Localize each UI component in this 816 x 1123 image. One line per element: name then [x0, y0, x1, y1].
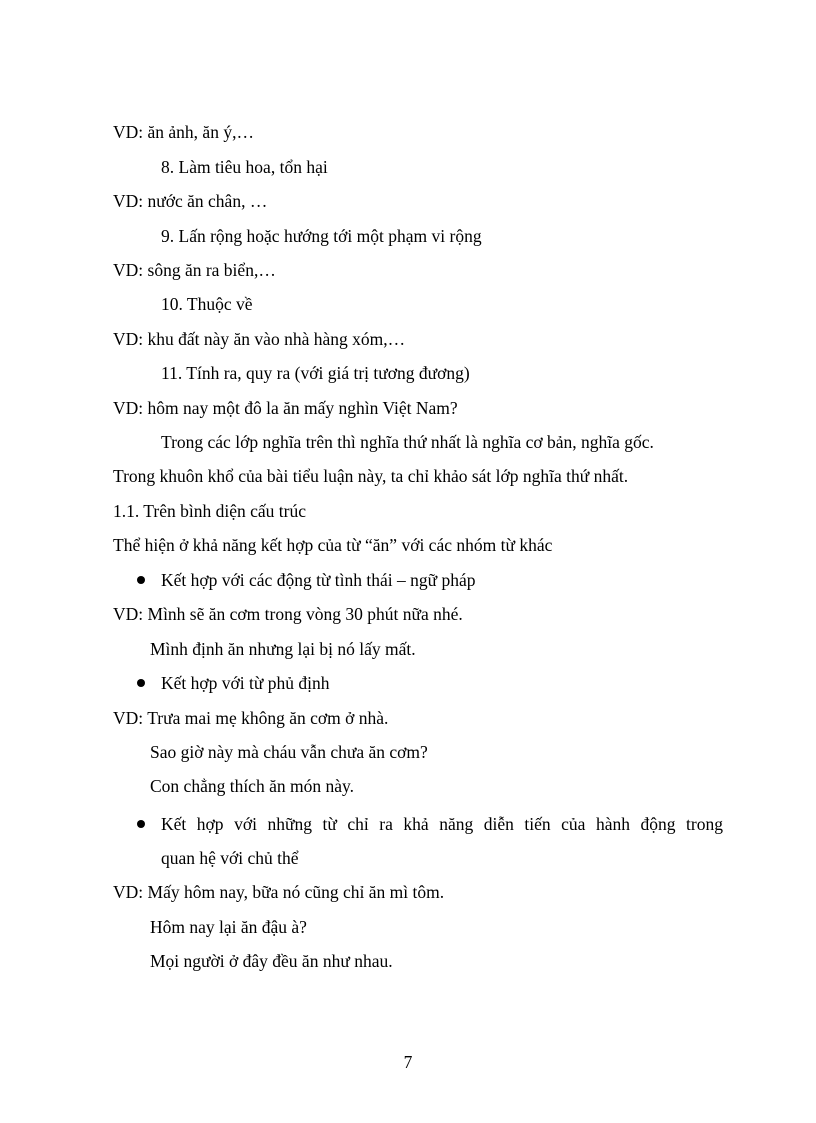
example-line: VD: nước ăn chân, …: [113, 191, 268, 211]
bullet-icon: [137, 576, 145, 584]
example-line: VD: ăn ảnh, ăn ý,…: [113, 122, 254, 142]
meaning-item-10: 10. Thuộc về: [161, 294, 253, 314]
example-line: Mọi người ở đây đều ăn như nhau.: [150, 951, 393, 971]
paragraph-line: Trong các lớp nghĩa trên thì nghĩa thứ nhất là nghĩa cơ bản, nghĩa gốc.: [161, 432, 654, 452]
example-line: Hôm nay lại ăn đậu à?: [150, 917, 307, 937]
page-number: 7: [403, 1052, 413, 1072]
intro-line: Thể hiện ở khả năng kết hợp của từ “ăn” với các nhóm từ khác: [113, 535, 553, 555]
example-line: VD: hôm nay một đô la ăn mấy nghìn Việt Nam?: [113, 398, 458, 418]
bullet-item: Kết hợp với những từ chỉ ra khả năng diễn tiến của hành động trong: [161, 814, 723, 834]
example-line: VD: Trưa mai mẹ không ăn cơm ở nhà.: [113, 708, 389, 728]
meaning-item-9: 9. Lấn rộng hoặc hướng tới một phạm vi rộng: [161, 226, 482, 246]
example-line: VD: Mấy hôm nay, bữa nó cũng chỉ ăn mì tôm.: [113, 882, 445, 902]
example-line: VD: sông ăn ra biển,…: [113, 260, 276, 280]
meaning-item-8: 8. Làm tiêu hoa, tổn hại: [161, 157, 328, 177]
bullet-icon: [137, 820, 145, 828]
example-line: Mình định ăn nhưng lại bị nó lấy mất.: [150, 639, 416, 659]
bullet-item: Kết hợp với từ phủ định: [161, 673, 330, 693]
example-line: VD: Mình sẽ ăn cơm trong vòng 30 phút nữa nhé.: [113, 604, 463, 624]
meaning-item-11: 11. Tính ra, quy ra (với giá trị tương đương): [161, 363, 470, 383]
bullet-item-continuation: quan hệ với chủ thể: [161, 848, 299, 868]
example-line: Sao giờ này mà cháu vẫn chưa ăn cơm?: [150, 742, 428, 762]
paragraph-line: Trong khuôn khổ của bài tiểu luận này, ta chỉ khảo sát lớp nghĩa thứ nhất.: [113, 466, 629, 486]
section-heading: 1.1. Trên bình diện cấu trúc: [113, 501, 306, 521]
example-line: Con chẳng thích ăn món này.: [150, 776, 354, 796]
bullet-item: Kết hợp với các động từ tình thái – ngữ pháp: [161, 570, 476, 590]
bullet-icon: [137, 679, 145, 687]
example-line: VD: khu đất này ăn vào nhà hàng xóm,…: [113, 329, 406, 349]
